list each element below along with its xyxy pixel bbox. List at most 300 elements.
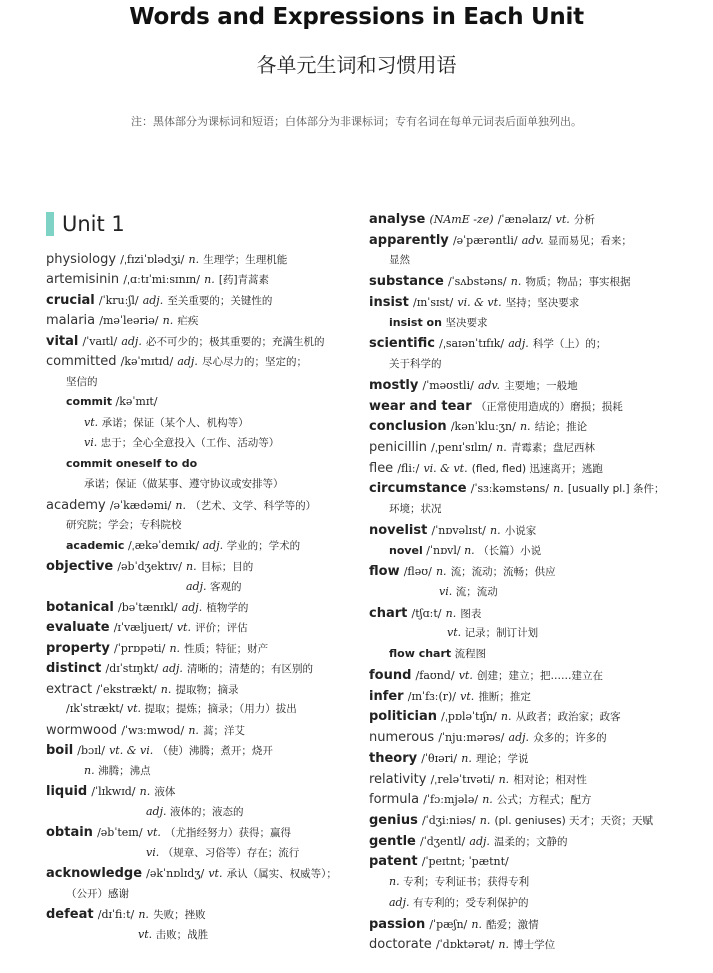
vocab-pos: vt. (126, 702, 142, 716)
vocab-word: doctorate (369, 937, 432, 953)
vocab-line (369, 419, 587, 435)
vocab-phonetic: /ˌɑːtɪˈmiːsɪnɪn/ (123, 273, 200, 287)
vocab-word: crucial (46, 292, 95, 308)
vocab-pos: n. (435, 565, 447, 579)
vocab-word: liquid (46, 784, 88, 800)
vocab-definition: 尽心尽力的；坚定的； (201, 356, 307, 369)
vocab-line (369, 730, 607, 746)
vocab-word: obtain (46, 825, 93, 841)
vocab-word: artemisinin (46, 272, 120, 288)
vocab-definition: 坚决要求 (445, 316, 488, 329)
vocab-line (389, 896, 529, 910)
vocab-word: apparently (369, 232, 449, 248)
vocab-line (369, 336, 606, 352)
vocab-line (369, 378, 578, 394)
vocab-word: boil (46, 743, 74, 759)
vocab-line (369, 937, 555, 953)
vocab-word: vital (46, 333, 79, 349)
vocab-word: flow (369, 564, 400, 580)
vocab-line (84, 416, 249, 430)
vocab-definition: 研究院；学会；专科院校 (66, 519, 182, 532)
vocab-phonetic: /ˈvaɪtl/ (82, 334, 118, 348)
vocab-phonetic: /fləʊ/ (403, 565, 432, 579)
vocab-definition: 疟疾 (177, 315, 199, 328)
vocab-word: substance (369, 274, 444, 290)
vocab-pos: vt. (447, 626, 462, 640)
vocab-pos: vi. & vt. (423, 461, 468, 475)
vocab-pos: n. (498, 772, 510, 786)
vocab-line (46, 866, 337, 882)
vocab-pos: n. (490, 523, 501, 537)
vocab-phonetic: /faʊnd/ (415, 668, 455, 682)
vocab-line (46, 743, 273, 759)
vocab-word: extract (46, 681, 93, 697)
vocab-line (66, 702, 297, 716)
vocab-word: infer (369, 688, 404, 704)
vocab-pos: n. (510, 275, 522, 289)
vocab-word: insist on (389, 315, 442, 329)
vocab-pos: adj. (186, 579, 207, 593)
vocab-phonetic: /ˈnɒvəlɪst/ (431, 523, 486, 537)
vocab-word: committed (46, 354, 117, 370)
vocab-line (46, 661, 313, 677)
vocab-definition: 承认（属实、权威等）； (226, 868, 337, 881)
vocab-definition: [usually pl.] 条件； (567, 483, 665, 496)
vocab-line (389, 647, 486, 661)
vocab-phonetic: /ˈprɒpəti/ (114, 641, 166, 655)
vocab-definition: 关于科学的 (389, 358, 442, 371)
vocab-phonetic: /kəˈmɪtɪd/ (120, 355, 174, 369)
vocab-line (369, 274, 630, 290)
vocab-definition: 博士学位 (513, 939, 556, 952)
vocab-pos: adj. (142, 293, 164, 307)
vocab-word: patent (369, 854, 418, 870)
vocab-line (46, 252, 287, 268)
vocab-line (389, 357, 442, 371)
vocab-definition: 忠于；全心全意投入（工作、活动等） (100, 437, 280, 450)
vocab-line (186, 580, 242, 594)
vocab-line (369, 399, 623, 415)
vocab-line (369, 295, 579, 311)
vocab-line (389, 502, 442, 516)
vocab-phonetic: /ˈkruːʃl/ (98, 293, 139, 307)
vocab-definition: 流；流动 (455, 586, 498, 598)
vocab-line (46, 559, 253, 575)
vocab-phonetic: /əbˈdʒektɪv/ (117, 560, 182, 574)
vocab-definition: 坚持；坚决要求 (505, 296, 580, 309)
vocab-definition: 青霉素；盘尼西林 (510, 441, 595, 454)
vocab-word: acknowledge (46, 866, 143, 882)
vocab-word: academic (66, 538, 125, 552)
vocab-word: analyse (369, 212, 426, 227)
vocab-word: novelist (369, 522, 428, 538)
vocab-phonetic: /bəˈtænɪkl/ (118, 601, 178, 614)
vocab-word: commit oneself to do (66, 456, 198, 470)
vocab-phonetic: /bɔɪl/ (77, 744, 105, 758)
vocab-line (389, 544, 541, 558)
vocab-definition: 有专利的；受专利保护的 (413, 896, 529, 909)
vocab-line (46, 498, 316, 514)
vocab-pos: adj. (181, 601, 203, 614)
vocab-word: flee (369, 460, 394, 476)
page-note: 注：黑体部分为课标词和短语；白体部分为非课标词；专有名词在每单元词表后面单独列出。 (131, 115, 582, 128)
vocab-phonetic: /ˈdɒktərət/ (435, 938, 495, 952)
vocab-pos: n. (389, 875, 400, 889)
vocab-word: objective (46, 559, 114, 575)
vocab-definition: (pl. geniuses) 天才；天资；天赋 (494, 814, 654, 827)
vocab-phonetic: /ˈnjuːmərəs/ (438, 731, 505, 745)
vocab-line (369, 440, 595, 456)
vocab-line (46, 272, 269, 288)
vocab-word: conclusion (369, 419, 447, 435)
vocab-definition: （尤指经努力）获得；赢得 (165, 827, 292, 840)
vocab-line (46, 620, 248, 636)
vocab-definition: 流；流动；流畅；供应 (450, 566, 556, 579)
vocab-line (369, 481, 664, 497)
vocab-pos: n. (188, 723, 199, 737)
vocab-phonetic: /ˈwɜːmwʊd/ (121, 723, 185, 737)
vocab-line (46, 682, 239, 698)
vocab-word: chart (369, 605, 408, 621)
vocab-pos: vt. (460, 689, 475, 703)
vocab-definition: 承诺；保证（做某事、遵守协议或安排等） (84, 478, 284, 491)
vocab-definition: 蒿；洋艾 (203, 724, 246, 737)
vocab-word: scientific (369, 336, 435, 352)
vocab-line (46, 354, 307, 370)
vocab-definition: 主要地；一般地 (504, 379, 578, 392)
vocab-definition: 小说家 (504, 524, 537, 537)
vocab-pos: vt. (458, 668, 473, 682)
vocab-pos: n. (464, 543, 475, 557)
vocab-definition: 温柔的；文静的 (494, 835, 568, 848)
vocab-definition: 显然 (389, 254, 410, 267)
vocab-line (369, 212, 595, 228)
vocab-pos: adj. (469, 834, 490, 848)
vocab-line (46, 723, 245, 739)
vocab-definition: 结论；推论 (534, 421, 588, 434)
vocab-line (46, 600, 248, 616)
vocab-definition: 植物学的 (206, 602, 249, 614)
vocab-pos: vi. (146, 845, 160, 859)
vocab-phonetic: /ɪnˈsɪst/ (413, 295, 454, 309)
vocab-definition: 创建；建立；把……建立在 (476, 669, 603, 682)
vocab-pos: n. (445, 606, 457, 620)
vocab-definition: 物质；物品；事实根据 (525, 276, 631, 289)
vocab-definition: 至关重要的；关键性的 (167, 294, 273, 307)
vocab-phonetic: /ˈsʌbstəns/ (447, 275, 507, 289)
vocab-pos: n. (84, 763, 95, 777)
vocab-pos: vt. (84, 415, 99, 429)
vocab-pos: n. (160, 682, 172, 696)
vocab-pos: adj. (508, 731, 530, 745)
vocab-word: genius (369, 812, 418, 828)
vocab-phonetic: /ˈθɪəri/ (421, 751, 458, 765)
vocab-line (369, 854, 509, 870)
vocab-definition: （正常使用造成的）磨损；损耗 (475, 400, 623, 413)
vocab-word: politician (369, 709, 438, 725)
vocab-phonetic: /kəˈmɪt/ (115, 395, 158, 409)
vocab-definition: 学业的；学术的 (226, 539, 301, 552)
vocab-phonetic: /ɪkˈstrækt/ (66, 702, 124, 716)
vocab-pos: n. (175, 498, 187, 512)
vocab-definition: 酷爱；激情 (486, 918, 539, 931)
vocab-phonetic: /ˈdʒentl/ (420, 834, 466, 848)
vocab-definition: [药]青蒿素 (218, 274, 270, 287)
vocab-line (46, 313, 198, 329)
vocab-line (369, 564, 556, 580)
vocab-phonetic: /ˌpenɪˈsɪlɪn/ (431, 440, 492, 454)
vocab-definition: 提取物；摘录 (175, 683, 239, 696)
vocab-pos: vt. (176, 621, 191, 635)
vocab-line (146, 846, 299, 860)
vocab-phonetic: /ˌfɪziˈɒlədʒi/ (120, 253, 185, 266)
vocab-line (369, 668, 603, 684)
vocab-line (46, 334, 324, 350)
vocab-word: numerous (369, 730, 435, 746)
vocab-definition: （艺术、文学、科学等的） (190, 499, 317, 512)
unit-heading-text: Unit 1 (62, 212, 125, 236)
vocab-definition: 环境；状况 (389, 503, 442, 516)
vocab-definition: 液体 (154, 786, 176, 799)
vocab-pos: n. (169, 641, 181, 655)
vocab-word: flow chart (389, 647, 452, 661)
vocab-phonetic: /ˌpɒləˈtɪʃn/ (441, 710, 497, 724)
vocab-definition: 目标；目的 (200, 561, 254, 574)
vocab-line (66, 518, 182, 532)
vocab-phonetic: /ɪnˈfɜː(r)/ (407, 689, 457, 703)
vocab-definition: 图表 (460, 607, 482, 620)
vocab-word: wormwood (46, 722, 118, 738)
vocab-pos: n. (461, 751, 472, 765)
vocab-line (389, 253, 410, 267)
vocab-word: gentle (369, 833, 416, 849)
vocab-line (369, 772, 587, 788)
vocab-definition: 必不可少的；极其重要的；充满生机的 (145, 335, 325, 348)
vocab-pos: adj. (121, 334, 142, 348)
vocab-phonetic: /ˈdʒiːniəs/ (421, 813, 476, 827)
vocab-definition: 清晰的；清楚的；有区别的 (187, 663, 314, 676)
vocab-pos: adj. (162, 662, 183, 676)
vocab-line (389, 875, 529, 889)
vocab-definition: 流程图 (454, 648, 487, 661)
vocab-pos: n. (479, 813, 491, 827)
vocab-phonetic: /ˌækəˈdemɪk/ (127, 538, 200, 552)
vocab-definition: 相对论；相对性 (513, 773, 587, 786)
vocab-pos: vt. (208, 867, 223, 881)
vocab-pos: adj. (389, 895, 410, 909)
vocab-pos: vt. & vi. (109, 744, 154, 758)
vocab-phonetic: /ˈfɔːmjələ/ (423, 793, 479, 807)
vocab-definition: 承诺；保证（某个人、机构等） (101, 416, 249, 429)
vocab-phonetic: /kənˈkluːʒn/ (450, 420, 516, 434)
vocab-definition: （长篇）小说 (478, 544, 542, 557)
vocab-word: circumstance (369, 481, 467, 497)
vocab-phonetic: /məˈleəriə/ (99, 314, 159, 328)
vocab-phonetic: /ˈænəlaɪz/ (497, 213, 552, 226)
vocab-word: found (369, 667, 412, 683)
vocab-line (66, 457, 197, 471)
vocab-phonetic: /ˈnɒvl/ (426, 543, 461, 557)
vocab-definition: 评价；评估 (195, 622, 248, 635)
vocab-pos: vi. & vt. (457, 295, 502, 309)
vocab-phonetic: /dɪˈstɪŋkt/ (105, 662, 159, 676)
vocab-line (66, 887, 129, 901)
vocab-phonetic: /ɪˈvæljueɪt/ (113, 621, 173, 635)
vocab-pos: n. (553, 482, 564, 496)
vocab-word: novel (389, 543, 423, 557)
vocab-word: evaluate (46, 620, 110, 636)
vocab-word: defeat (46, 907, 94, 923)
vocab-word: insist (369, 294, 409, 310)
vocab-word: distinct (46, 661, 102, 677)
vocab-definition: 提取；提炼；摘录；（用力）拔出 (144, 703, 297, 716)
vocab-definition: 分析 (573, 214, 595, 226)
vocab-definition: 推断；推定 (478, 690, 531, 703)
vocab-line (84, 477, 284, 491)
vocab-line (369, 751, 529, 767)
vocab-pos: vi. (439, 585, 453, 598)
vocab-pos: adj. (177, 355, 198, 369)
vocab-line (46, 825, 291, 841)
vocab-definition: 性质；特征；财产 (184, 642, 269, 655)
vocab-line (66, 539, 300, 553)
vocab-pos: n. (498, 938, 509, 952)
vocab-word: formula (369, 792, 420, 808)
vocab-line (369, 523, 536, 539)
vocab-extra: (NAmE -ze) (429, 213, 494, 226)
vocab-word: theory (369, 750, 418, 766)
vocab-phonetic: /ˈpeɪtnt; ˈpætnt/ (421, 855, 509, 869)
vocab-word: mostly (369, 377, 419, 393)
vocab-phonetic: /ˈməʊstli/ (422, 378, 474, 392)
vocab-line (369, 813, 653, 829)
vocab-line (46, 784, 175, 800)
vocab-pos: n. (162, 314, 174, 328)
vocab-pos: n. (496, 440, 507, 454)
vocab-phonetic: /ˈlɪkwɪd/ (91, 785, 136, 799)
vocab-phonetic: /əbˈteɪn/ (97, 826, 143, 840)
vocab-word: wear and tear (369, 398, 472, 414)
vocab-pos: adv. (521, 233, 544, 247)
vocab-line (439, 585, 498, 599)
vocab-definition: (fled, fled) 迅速离开；逃跑 (471, 462, 603, 475)
vocab-definition: （公开）感谢 (66, 887, 129, 900)
vocab-definition: 客观的 (210, 580, 242, 593)
vocab-definition: 公式；方程式；配方 (496, 794, 592, 807)
vocab-line (369, 792, 591, 808)
unit-heading (46, 210, 125, 238)
vocab-definition: 失败；挫败 (153, 909, 206, 922)
vocab-pos: n. (188, 253, 200, 266)
vocab-phonetic: /ˈpæʃn/ (429, 917, 468, 931)
vocab-pos: n. (471, 917, 482, 931)
vocab-word: relativity (369, 771, 427, 787)
vocab-line (369, 834, 568, 850)
vocab-phonetic: /ˌsaɪənˈtɪfɪk/ (439, 337, 505, 351)
vocab-line (369, 689, 531, 705)
vocab-pos: n. (138, 908, 149, 922)
vocab-definition: 专利；专利证书；获得专利 (403, 876, 530, 889)
vocab-word: malaria (46, 313, 96, 329)
vocab-pos: vt. (146, 826, 161, 840)
vocab-phonetic: /əˈpærəntli/ (452, 233, 518, 247)
vocab-word: commit (66, 395, 113, 409)
vocab-definition: 众多的；许多的 (533, 732, 607, 745)
vocab-word: botanical (46, 600, 114, 615)
vocab-definition: 记录；制订计划 (464, 627, 539, 640)
page-title: Words and Expressions in Each Unit (129, 4, 584, 30)
vocab-phonetic: /dɪˈfiːt/ (97, 908, 135, 922)
page-subtitle: 各单元生词和习惯用语 (256, 53, 457, 77)
vocab-pos: adj. (202, 538, 224, 552)
vocab-pos: vt. (138, 927, 153, 941)
vocab-phonetic: /ˌreləˈtɪvəti/ (430, 772, 495, 786)
vocab-definition: 理论；学说 (476, 752, 529, 765)
vocab-line (84, 764, 151, 778)
vocab-line (369, 461, 603, 477)
vocab-phonetic: /əˈkædəmi/ (109, 498, 172, 512)
vocab-line (46, 907, 206, 923)
vocab-line (84, 436, 279, 450)
vocab-pos: n. (204, 273, 215, 287)
vocab-definition: 沸腾；沸点 (98, 764, 151, 777)
vocab-definition: 科学（上）的； (532, 338, 607, 351)
vocab-line (146, 805, 244, 819)
vocab-word: academy (46, 497, 106, 513)
vocab-pos: vi. (84, 436, 98, 450)
vocab-phonetic: /ˈsɜːkəmstəns/ (470, 482, 550, 496)
vocab-line (369, 233, 632, 249)
vocab-word: property (46, 640, 110, 656)
vocab-line (46, 641, 268, 657)
vocab-definition: 从政者；政治家；政客 (515, 711, 621, 724)
vocab-line (389, 316, 487, 330)
vocab-pos: vt. (555, 213, 570, 226)
vocab-definition: （规章、习俗等）存在；流行 (162, 846, 300, 859)
vocab-definition: （使）沸腾；煮开；烧开 (157, 745, 273, 758)
vocab-pos: n. (482, 793, 493, 807)
vocab-definition: 液体的；液态的 (170, 805, 244, 818)
vocab-line (46, 293, 272, 309)
vocab-line (447, 626, 538, 640)
vocab-definition: 显而易见；看来； (547, 234, 632, 247)
vocab-word: penicillin (369, 439, 427, 455)
vocab-phonetic: /əkˈnɒlɪdʒ/ (146, 867, 205, 881)
vocab-line (66, 395, 158, 409)
vocab-pos: n. (139, 785, 151, 799)
vocab-line (369, 709, 621, 725)
vocab-line (66, 375, 98, 389)
vocab-word: passion (369, 916, 426, 932)
vocab-line (369, 917, 539, 933)
vocab-definition: 坚信的 (66, 375, 98, 388)
vocab-pos: n. (186, 560, 197, 574)
unit-heading-bar (46, 212, 54, 236)
vocab-word: physiology (46, 252, 117, 267)
vocab-pos: n. (500, 710, 512, 724)
vocab-definition: 击败；战胜 (155, 928, 209, 941)
vocab-phonetic: /fliː/ (397, 461, 420, 475)
vocab-pos: n. (519, 420, 531, 434)
vocab-phonetic: /tʃɑːt/ (411, 606, 442, 620)
vocab-phonetic: /ˈekstrækt/ (96, 682, 157, 696)
vocab-pos: adj. (146, 804, 167, 818)
vocab-pos: adv. (477, 378, 500, 392)
vocab-line (138, 928, 208, 942)
vocab-line (369, 606, 481, 622)
vocab-definition: 生理学；生理机能 (203, 254, 288, 266)
vocab-pos: adj. (508, 337, 529, 351)
